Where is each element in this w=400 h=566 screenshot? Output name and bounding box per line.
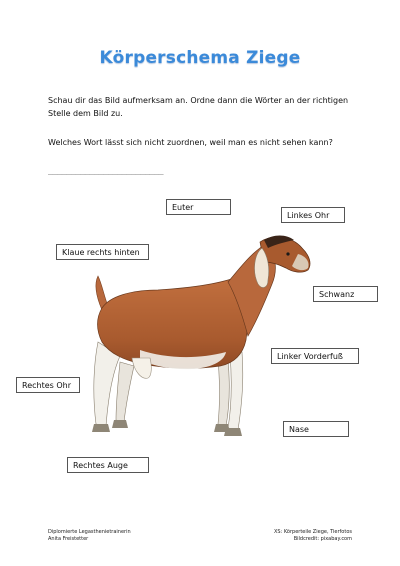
label-linker-vorderfuss[interactable]: Linker Vorderfuß (271, 348, 359, 364)
label-nase[interactable]: Nase (283, 421, 349, 437)
label-euter[interactable]: Euter (166, 199, 231, 215)
footer-right (274, 529, 352, 543)
goat-front-leg-far (218, 360, 229, 426)
label-linkes-ohr[interactable]: Linkes Ohr (281, 207, 345, 223)
goat-udder (132, 358, 151, 378)
footer-right-line1: XS: Körperteile Ziege, Tierfotos (274, 529, 352, 535)
label-klaue-rechts-hinten[interactable]: Klaue rechts hinten (56, 244, 149, 260)
footer-left (48, 529, 131, 543)
instruction-question: Welches Wort lässt sich nicht zuordnen, weil man es nicht sehen kann? (48, 138, 333, 147)
label-rechtes-auge: Rechtes Auge (67, 457, 149, 473)
goat-eye (286, 252, 289, 255)
goat-hoof-hind-near (92, 424, 110, 432)
footer-right-line2: Bildcredit: pixabay.com (293, 536, 352, 542)
label-rechtes-ohr[interactable]: Rechtes Ohr (16, 377, 80, 393)
goat-front-leg-near (228, 352, 243, 430)
footer-left-line2: Anita Freistetter (48, 536, 89, 542)
answer-line[interactable]: _________________________ (48, 166, 164, 175)
label-schwanz[interactable]: Schwanz (313, 286, 378, 302)
goat-hind-leg-far (116, 362, 134, 422)
instruction-intro: Schau dir das Bild aufmerksam an. Ordne dann die Wörter an der richtigen Stelle dem Bild zu. (48, 96, 349, 118)
goat-hoof-front-near (224, 428, 242, 436)
goat-illustration (80, 232, 320, 447)
footer-left-line1: Diplomierte Legasthenietrainerin (48, 529, 131, 535)
goat-hoof-hind-far (112, 420, 128, 428)
page-title: Körperschema Ziege (99, 48, 301, 68)
